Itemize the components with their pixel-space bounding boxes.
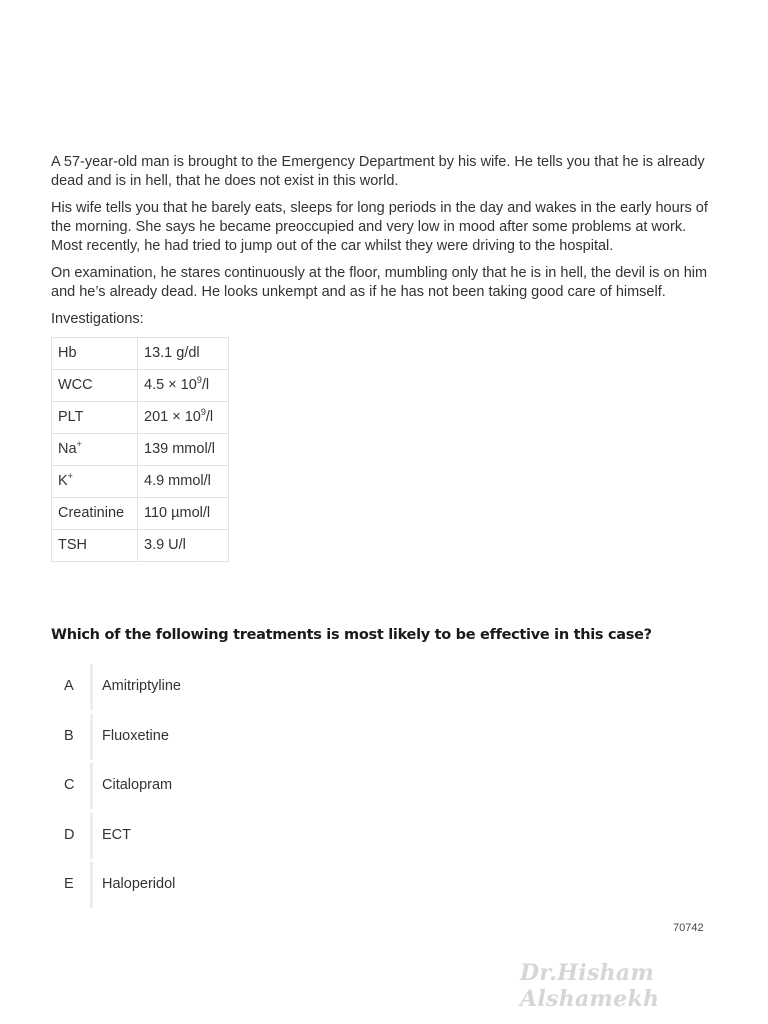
lab-name: Creatinine [52, 498, 138, 530]
lab-value: 13.1 g/dl [138, 338, 229, 370]
table-row [52, 530, 229, 562]
option-text: ECT [102, 826, 131, 843]
option-divider [90, 813, 93, 859]
option-divider [90, 664, 93, 710]
lab-value: $4.5 \times 10^9/l$ [138, 370, 229, 402]
answer-options [51, 664, 551, 912]
answer-option-d[interactable] [51, 813, 551, 859]
investigations-table [51, 337, 229, 562]
answer-option-c[interactable] [51, 763, 551, 809]
stem-paragraph-3: On examination, he stares continuously at the floor, mumbling only that he is in hell, the devil is on him and he’s already dead. He looks unkempt and as if he has not been taking good care of himself. [51, 265, 708, 300]
option-text: Haloperidol [102, 876, 176, 893]
lab-value: 3.9 U/l [138, 530, 229, 562]
table-row [52, 434, 229, 466]
stem-paragraph-2: His wife tells you that he barely eats, sleeps for long periods in the day and wakes in the early hours of the morning. She says he became preoccupied and very low in mood after some problems at work. Most recently, he had tried to jump out of the car whilst they were driving to the hospital. [51, 200, 708, 254]
table-row [52, 370, 229, 402]
lab-value: 4.9 mmol/l [138, 466, 229, 498]
lab-name: Na+ [52, 434, 138, 466]
option-divider [90, 714, 93, 760]
answer-option-b[interactable] [51, 714, 551, 760]
author-signature-watermark: Dr.Hisham Alshamekh [520, 960, 660, 1012]
option-letter: B [64, 727, 74, 744]
option-text: Citalopram [102, 777, 173, 794]
lab-name: PLT [52, 402, 138, 434]
option-letter: A [64, 678, 74, 694]
question-text: Which of the following treatments is most likely to be effective in this case? [51, 627, 652, 643]
table-row [52, 402, 229, 434]
question-stem [51, 153, 721, 562]
option-divider [90, 763, 93, 809]
investigations-label: Investigations: [51, 311, 144, 327]
question-id: 70742 [673, 922, 704, 934]
table-row [52, 466, 229, 498]
option-text: Amitriptyline [102, 678, 181, 694]
lab-name: K+ [52, 466, 138, 498]
lab-value: 110 µmol/l [138, 498, 229, 530]
answer-option-e[interactable] [51, 862, 551, 908]
lab-name: Hb [52, 338, 138, 370]
option-divider [90, 862, 93, 908]
table-row [52, 498, 229, 530]
stem-paragraph-1: A 57-year-old man is brought to the Emergency Department by his wife. He tells you that he is already dead and is in hell, that he does not exist in this world. [51, 154, 705, 189]
answer-option-a[interactable] [51, 664, 551, 710]
option-letter: E [64, 876, 74, 893]
option-letter: D [64, 826, 75, 843]
lab-value: $201 \times 10^9/l$ [138, 402, 229, 434]
option-letter: C [64, 777, 75, 794]
lab-name: TSH [52, 530, 138, 562]
table-row [52, 338, 229, 370]
option-text: Fluoxetine [102, 727, 169, 744]
lab-name: WCC [52, 370, 138, 402]
lab-value: 139 mmol/l [138, 434, 229, 466]
